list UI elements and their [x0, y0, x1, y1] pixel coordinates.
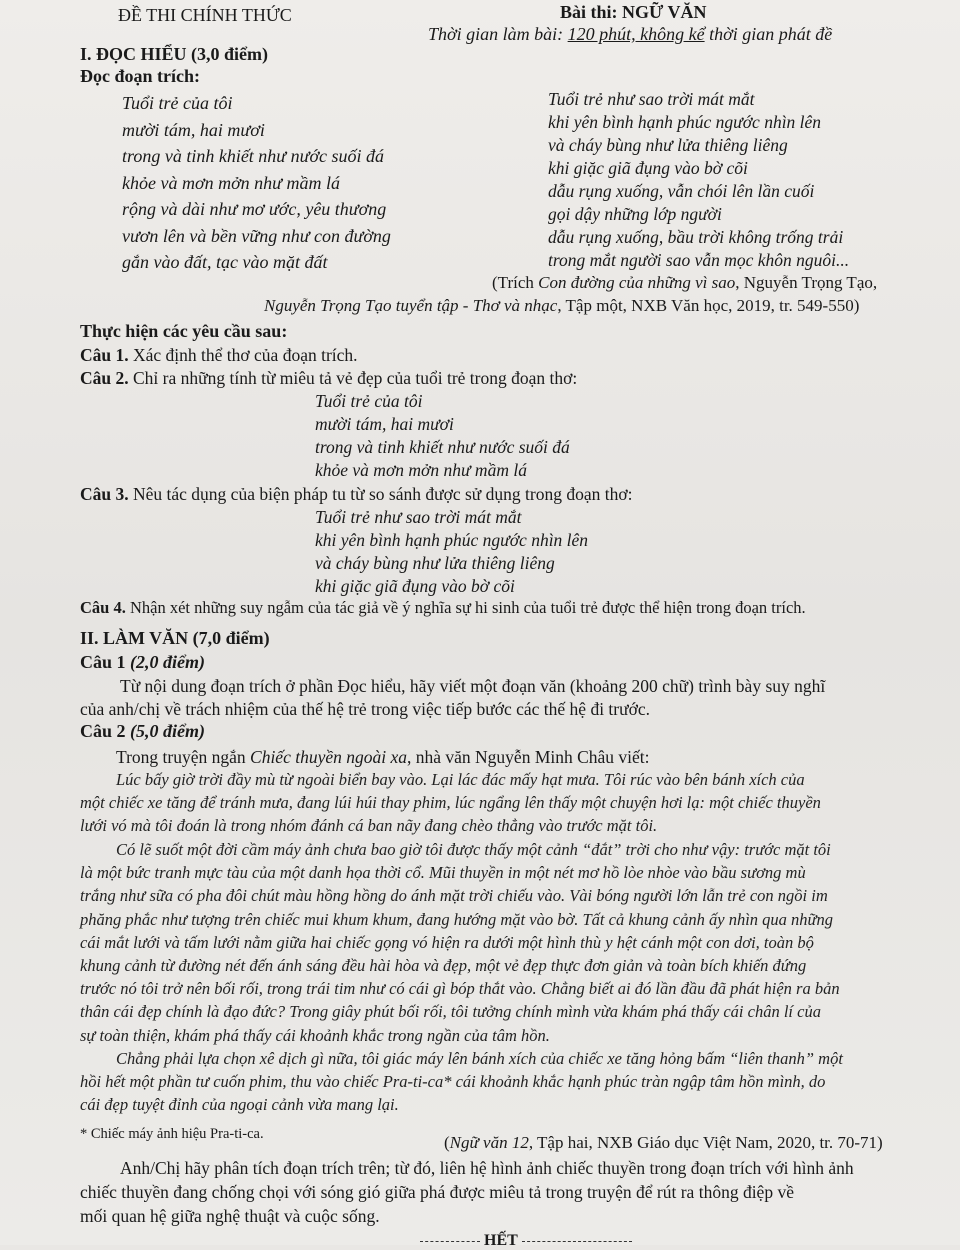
question-2-quote: Tuổi trẻ của tôi mười tám, hai mươi trong và tinh khiết như nước suối đá khỏe và mơn mởn như mầm lá: [315, 391, 570, 480]
poem-line: dẫu rụng xuống, bầu trời không trống trải: [548, 227, 844, 247]
time-value: 120 phút, không kể: [567, 24, 705, 44]
poem-left: [122, 90, 391, 276]
poem-right: [548, 88, 849, 272]
poem-line: dẫu rụng xuống, vẫn chói lên lần cuối: [548, 181, 815, 201]
poem-line: vươn lên và bền vững như con đường: [122, 225, 391, 246]
poem-line: khi giặc giã đụng vào bờ cõi: [548, 158, 748, 178]
exam-title: Bài thi: NGỮ VĂN: [560, 2, 707, 22]
poem-line: Tuổi trẻ của tôi: [122, 93, 233, 113]
section2-q2-intro: Trong truyện ngắn Chiếc thuyền ngoài xa, nhà văn Nguyễn Minh Châu viết:: [116, 747, 650, 767]
poem-line: gắn vào đất, tạc vào mặt đất: [122, 252, 328, 272]
end-marker: HẾT: [420, 1232, 632, 1250]
poem-line: và cháy bùng như lửa thiêng liêng: [548, 135, 788, 155]
section2-heading: II. LÀM VĂN (7,0 điểm): [80, 628, 270, 648]
time-prefix: Thời gian làm bài:: [428, 24, 564, 44]
poem-source-line1: (Trích Con đường của những vì sao, Nguyễn Trọng Tạo,: [492, 273, 878, 292]
time-suffix: thời gian phát đề: [709, 24, 833, 44]
end-dash-left: [420, 1241, 480, 1242]
question-1: Câu 1. Xác định thể thơ của đoạn trích.: [80, 345, 358, 365]
question-3: Câu 3. Nêu tác dụng của biện pháp tu từ so sánh được sử dụng trong đoạn thơ:: [80, 484, 633, 504]
poem-line: gọi dậy những lớp người: [548, 204, 722, 224]
question-3-quote: Tuổi trẻ như sao trời mát mắt khi yên bình hạnh phúc ngước nhìn lên và cháy bùng như lửa thiêng liêng khi giặc giã đụng vào bờ cõi: [315, 507, 589, 596]
section1-intro: Đọc đoạn trích:: [80, 66, 200, 86]
poem-line: trong và tinh khiết như nước suối đá: [122, 146, 385, 166]
poem-line: trong mắt người sao vẫn mọc khôn nguôi...: [548, 250, 850, 270]
exam-time: [428, 24, 832, 45]
end-dash-right: [522, 1241, 632, 1242]
footnote: * Chiếc máy ảnh hiệu Pra-ti-ca.: [80, 1126, 264, 1142]
excerpt-paragraph-3: Chẳng phải lựa chọn xê dịch gì nữa, tôi giác máy lên bánh xích của chiếc xe tăng hỏng bấm “liên thanh” một hồi hết một phần tư cuốn phim, thu vào chiếc Pra-ti-ca* cái khoảnh khắc hạnh phúc tràn ngập tâm hồn mình, do cái đẹp tuyệt đỉnh của ngoại cảnh vừa mang lại.: [80, 1049, 843, 1115]
section2-q1-line1: Từ nội dung đoạn trích ở phần Đọc hiểu, hãy viết một đoạn văn (khoảng 200 chữ) trình bày suy nghĩ: [120, 676, 826, 696]
requirements-heading: Thực hiện các yêu cầu sau:: [80, 321, 288, 341]
poem-line: khi yên bình hạnh phúc ngước nhìn lên: [548, 112, 822, 132]
poem-line: khỏe và mơn mởn như mầm lá: [122, 172, 340, 193]
poem-line: rộng và dài như mơ ước, yêu thương: [122, 199, 387, 219]
section2-q1-line2: của anh/chị về trách nhiệm của thế hệ trẻ trong việc tiếp bước các thế hệ đi trước.: [80, 699, 651, 719]
question-2: Câu 2. Chỉ ra những tính từ miêu tả vẻ đẹp của tuổi trẻ trong đoạn thơ:: [80, 368, 578, 388]
section2-q1-heading: Câu 1 (2,0 điểm): [80, 652, 205, 672]
poem-line: mười tám, hai mươi: [122, 119, 265, 140]
poem-line: Tuổi trẻ như sao trời mát mắt: [548, 89, 755, 109]
excerpt-paragraph-2: Có lẽ suốt một đời cầm máy ảnh chưa bao giờ tôi được thấy một cảnh “đắt” trời cho như vậy: trước mặt tôi là một bức tranh mực tàu của một danh họa thời cổ. Mũi thuyền in một nét mơ hồ lòe nhòe vào bầu sương mù trắng như sữa có pha đôi chút màu hồng hồng do ánh mặt trời chiếu vào. Vài bóng người lớn lẫn trẻ con ngồi im phăng phắc như tượng trên chiếc mui khum khum, đang hướng mặt vào bờ. Tất cả khung cảnh ấy nhìn qua những cái mắt lưới và tấm lưới nằm giữa hai chiếc gọng vó hiện ra dưới một hình thù y hệt cánh một con dơi, toàn bộ khung cảnh từ đường nét đến ánh sáng đều hài hòa và đẹp, một vẻ đẹp thực đơn giản và toàn bích khiến đứng trước nó tôi trở nên bối rối, trong trái tim như có cái gì bóp thắt vào. Chẳng biết ai đó lần đầu đã phát hiện ra bản thân cái đẹp chính là đạo đức? Trong giây phút bối rối, tôi tưởng chính mình vừa khám phá thấy cái chân lí của sự toàn thiện, khám phá thấy cái khoảnh khắc trong ngần của tâm hồn.: [80, 840, 840, 1045]
poem-source-line2: Nguyễn Trọng Tạo tuyển tập - Thơ và nhạc, Tập một, NXB Văn học, 2019, tr. 549-550): [264, 296, 860, 315]
task-paragraph: Anh/Chị hãy phân tích đoạn trích trên; từ đó, liên hệ hình ảnh chiếc thuyền trong đoạn trích với hình ảnh chiếc thuyền đang chống chọi với sóng gió giữa phá được miêu tả trong truyện để rút ra thông điệp về mối quan hệ giữa nghệ thuật và cuộc sống.: [80, 1158, 854, 1226]
excerpt-source: (Ngữ văn 12, Tập hai, NXB Giáo dục Việt Nam, 2020, tr. 70-71): [444, 1133, 883, 1152]
question-4: Câu 4. Nhận xét những suy ngẫm của tác giả về ý nghĩa sự hi sinh của tuổi trẻ được thể hiện trong đoạn trích.: [80, 598, 806, 617]
excerpt-paragraph-1: Lúc bấy giờ trời đầy mù từ ngoài biển bay vào. Lại lác đác mấy hạt mưa. Tôi rúc vào bên bánh xích của một chiếc xe tăng để tránh mưa, đang lúi húi thay phim, lúc ngẩng lên thấy một chuyện hơi lạ: một chiếc thuyền lưới vó mà tôi đoán là trong nhóm đánh cá ban nãy đang chèo thẳng vào trước mặt tôi.: [80, 770, 821, 836]
official-label: ĐỀ THI CHÍNH THỨC: [118, 5, 292, 25]
section2-q2-heading: Câu 2 (5,0 điểm): [80, 721, 205, 741]
section1-heading: I. ĐỌC HIỂU (3,0 điểm): [80, 44, 268, 64]
